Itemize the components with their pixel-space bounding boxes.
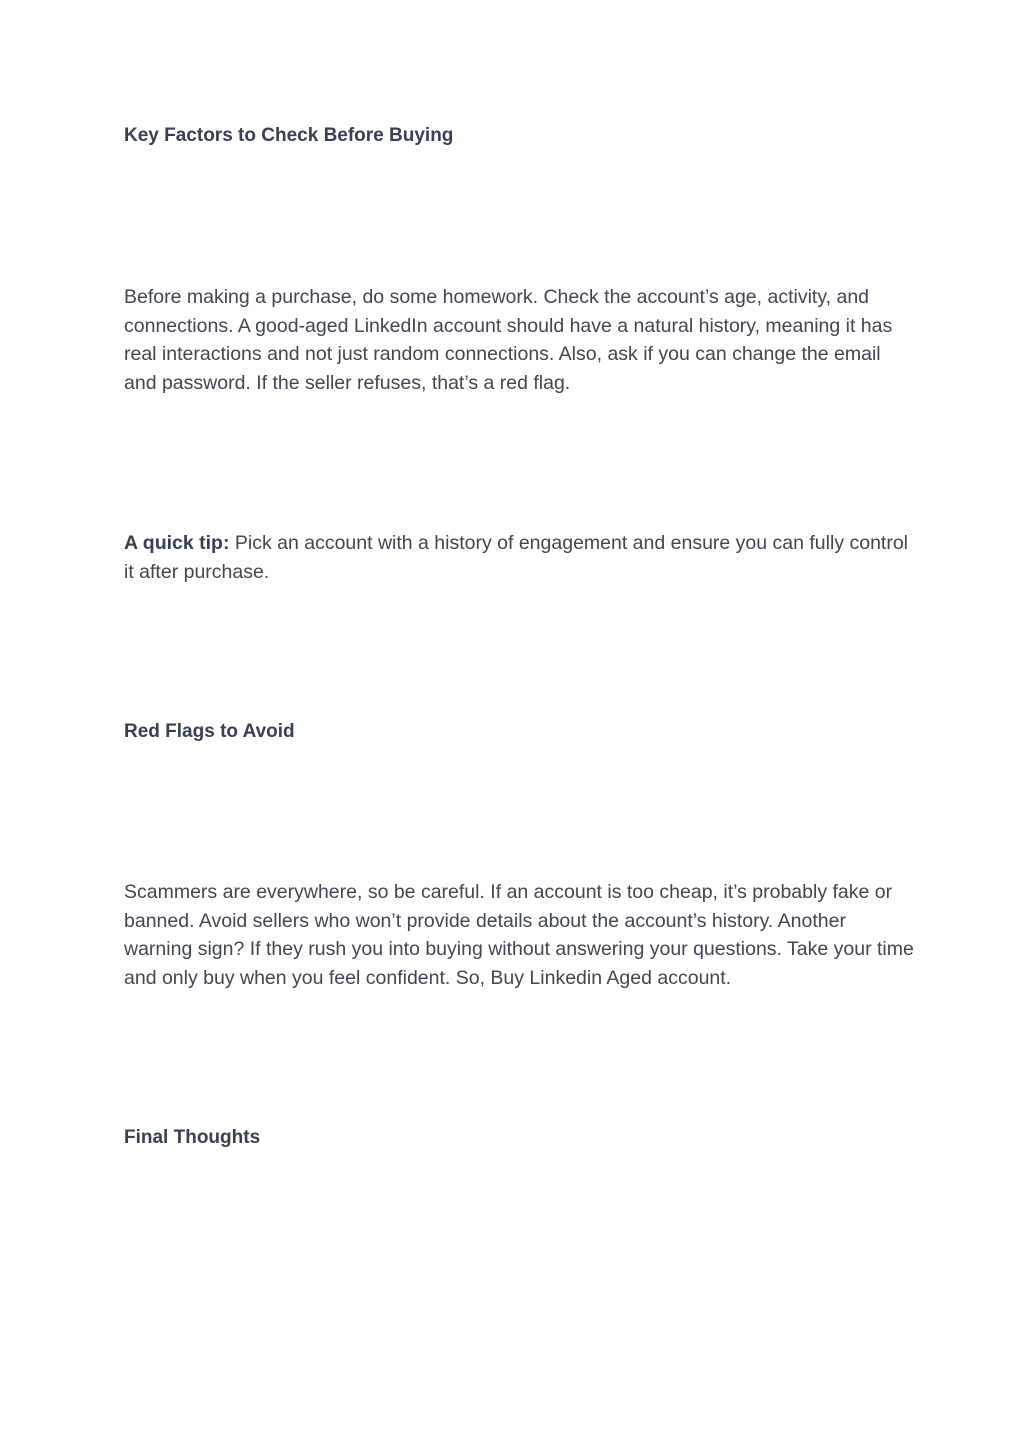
paragraph-quick-tip	[124, 529, 914, 586]
quick-tip-text: Pick an account with a history of engagement and ensure you can fully control it after purchase.	[124, 532, 909, 583]
heading-red-flags: Red Flags to Avoid	[124, 721, 295, 742]
heading-final-thoughts: Final Thoughts	[124, 1127, 261, 1148]
paragraph-key-factors: Before making a purchase, do some homework. Check the account’s age, activity, and connections. A good-aged LinkedIn account should have a natural history, meaning it has real interactions and not just random connections. Also, ask if you can change the email and password. If the seller refuses, that’s a red flag.	[124, 286, 893, 394]
paragraph-red-flags: Scammers are everywhere, so be careful. If an account is too cheap, it’s probably fake or banned. Avoid sellers who won’t provide details about the account’s history. Another warning sign? If they rush you into buying without answering your questions. Take your time and only buy when you feel confident. So, Buy Linkedin Aged account.	[124, 881, 914, 989]
heading-key-factors: Key Factors to Check Before Buying	[124, 125, 454, 146]
quick-tip-label: A quick tip:	[124, 532, 230, 554]
